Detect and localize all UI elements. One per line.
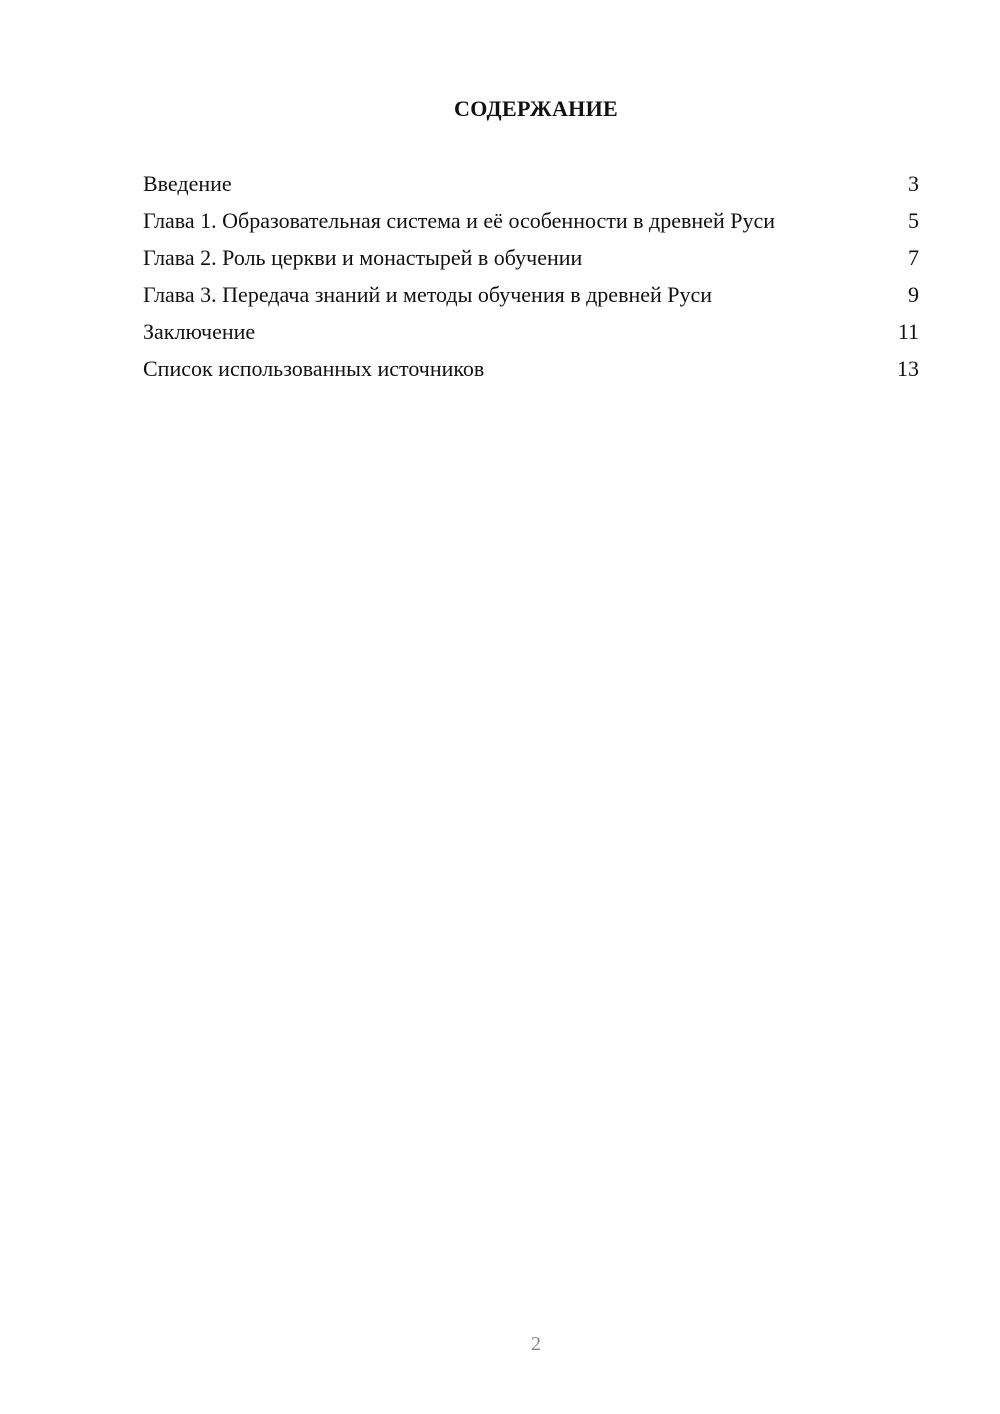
toc-entry-chapter-2 [143,244,919,271]
toc-entry-page: 7 [908,245,919,270]
toc-entry-text: Глава 1. Образовательная система и её особенности в древней Руси [143,208,775,233]
page-title: СОДЕРЖАНИЕ [454,96,618,121]
toc-entry-introduction [143,170,919,197]
toc-entry-conclusion [143,318,919,345]
toc-entry-chapter-3 [143,281,919,308]
toc-entry-text: Заключение [143,319,256,344]
toc-entry-page: 11 [897,319,919,344]
toc-entry-page: 9 [908,282,919,307]
toc-entry-page: 13 [897,356,919,381]
toc-entry-references [143,355,919,382]
toc-entry-text: Введение [143,171,232,196]
page-number: 2 [531,1333,541,1355]
toc-entry-text: Список использованных источников [143,356,485,381]
toc-entry-page: 3 [908,171,919,196]
toc-entry-chapter-1 [143,207,919,234]
table-of-contents [143,170,919,392]
toc-entry-page: 5 [908,208,919,233]
toc-entry-text: Глава 2. Роль церкви и монастырей в обучении [143,245,583,270]
toc-entry-text: Глава 3. Передача знаний и методы обучения в древней Руси [143,282,713,307]
